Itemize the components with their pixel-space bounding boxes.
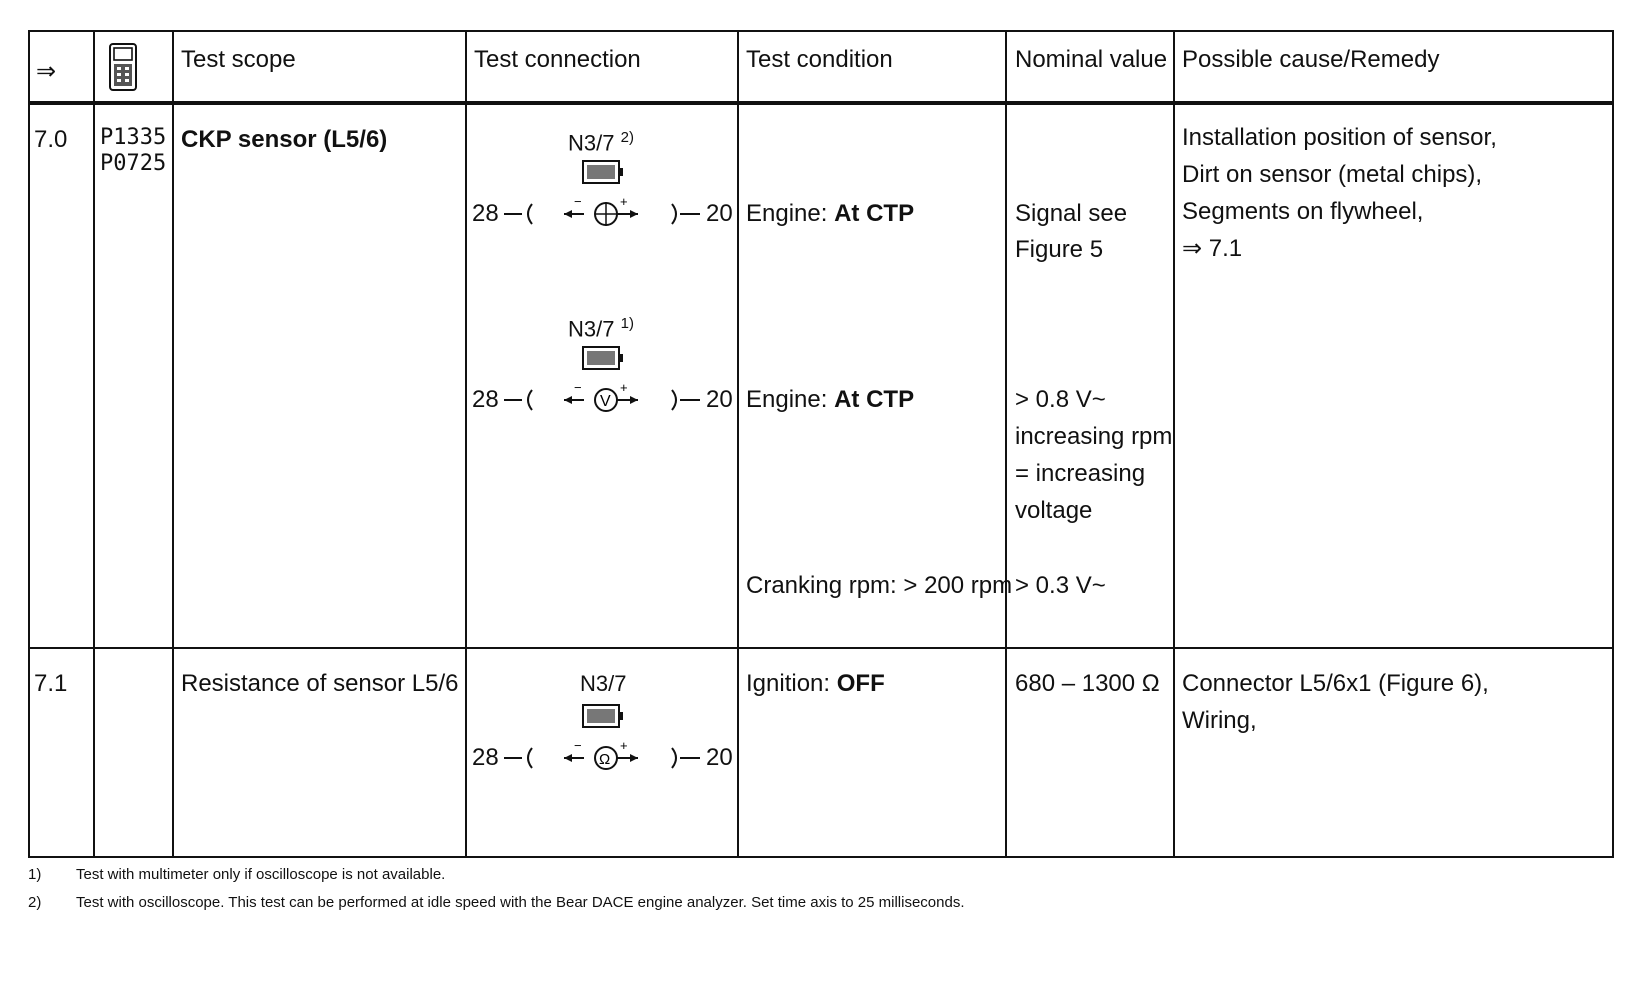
svg-text:−: − (574, 194, 582, 209)
footnote-mark: 1) (28, 866, 42, 883)
nominal-value: Figure 5 (1015, 236, 1104, 263)
pin-right: 20 (706, 386, 733, 413)
header-possible-cause: Possible cause/Remedy (1182, 46, 1440, 73)
pin-right: 20 (706, 744, 733, 771)
col-border-right (1612, 30, 1614, 858)
nominal-value: Signal see (1015, 200, 1128, 227)
module-label: N3/7 (580, 671, 627, 696)
module-connector-icon (582, 704, 624, 737)
fault-code: P0725 (100, 151, 167, 176)
fault-code: P1335 (100, 125, 167, 150)
svg-text:+: + (620, 194, 628, 209)
test-scope-text: Resistance of sensor L5/6 (181, 670, 459, 697)
test-condition: Engine: At CTP (746, 386, 915, 413)
col-border-2 (172, 30, 174, 858)
voltmeter-icon (502, 378, 710, 427)
footnote-text: Test with oscilloscope. This test can be performed at idle speed with the Bear DACE engine analyzer. Set time axis to 25 milliseconds. (76, 894, 965, 911)
cross-reference-link[interactable]: ⇒ 7.1 (1182, 235, 1243, 262)
col-border-3 (465, 30, 467, 858)
nominal-value: voltage (1015, 497, 1093, 524)
svg-text:−: − (574, 738, 582, 753)
module-label: N3/7 $^{1)}$ (568, 315, 634, 342)
header-test-condition: Test condition (746, 46, 893, 73)
header-test-connection: Test connection (474, 46, 641, 73)
pin-right: 20 (706, 200, 733, 227)
module-connector-icon (582, 160, 624, 193)
row-divider (28, 647, 1614, 649)
nominal-value: = increasing (1015, 460, 1146, 487)
test-scope-text: CKP sensor (L5/6) (181, 126, 388, 153)
nominal-value: increasing rpm (1015, 423, 1173, 450)
possible-cause: Dirt on sensor (metal chips), (1182, 161, 1483, 188)
nominal-value: > 0.8 V~ (1015, 386, 1106, 413)
header-test-scope: Test scope (181, 46, 296, 73)
col-border-1 (93, 30, 95, 858)
header-nominal-value: Nominal value (1015, 46, 1168, 73)
test-condition: Ignition: OFF (746, 670, 885, 697)
svg-text:V: V (600, 393, 611, 410)
col-border-4 (737, 30, 739, 858)
tester-device-icon (104, 42, 144, 94)
table-top-border (28, 30, 1614, 32)
svg-text:−: − (574, 380, 582, 395)
module-connector-icon (582, 346, 624, 379)
col-border-left (28, 30, 30, 858)
footnote-text: Test with multimeter only if oscilloscope is not available. (76, 866, 446, 883)
col-border-5 (1005, 30, 1007, 858)
header-arrow: ⇒ (36, 58, 57, 85)
ohmmeter-icon (502, 736, 710, 785)
table-bottom-border (28, 856, 1614, 858)
col-border-6 (1173, 30, 1175, 858)
pin-left: 28 (472, 200, 499, 227)
svg-text:Ω: Ω (599, 751, 611, 768)
header-divider (28, 101, 1614, 105)
pin-left: 28 (472, 744, 499, 771)
possible-cause: Wiring, (1182, 707, 1257, 734)
module-label: N3/7 $^{2)}$ (568, 129, 634, 156)
possible-cause: Connector L5/6x1 (Figure 6), (1182, 670, 1489, 697)
svg-text:+: + (620, 380, 628, 395)
test-condition: Engine: At CTP (746, 200, 915, 227)
nominal-value: > 0.3 V~ (1015, 572, 1106, 599)
possible-cause: Installation position of sensor, (1182, 124, 1497, 151)
nominal-value: 680 – 1300 Ω (1015, 670, 1160, 697)
test-condition: Cranking rpm: > 200 rpm (746, 572, 1013, 599)
step-number: 7.1 (34, 670, 68, 697)
pin-left: 28 (472, 386, 499, 413)
possible-cause: Segments on flywheel, (1182, 198, 1424, 225)
svg-text:+: + (620, 738, 628, 753)
oscilloscope-icon (502, 192, 710, 241)
step-number: 7.0 (34, 126, 68, 153)
footnote-mark: 2) (28, 894, 42, 911)
